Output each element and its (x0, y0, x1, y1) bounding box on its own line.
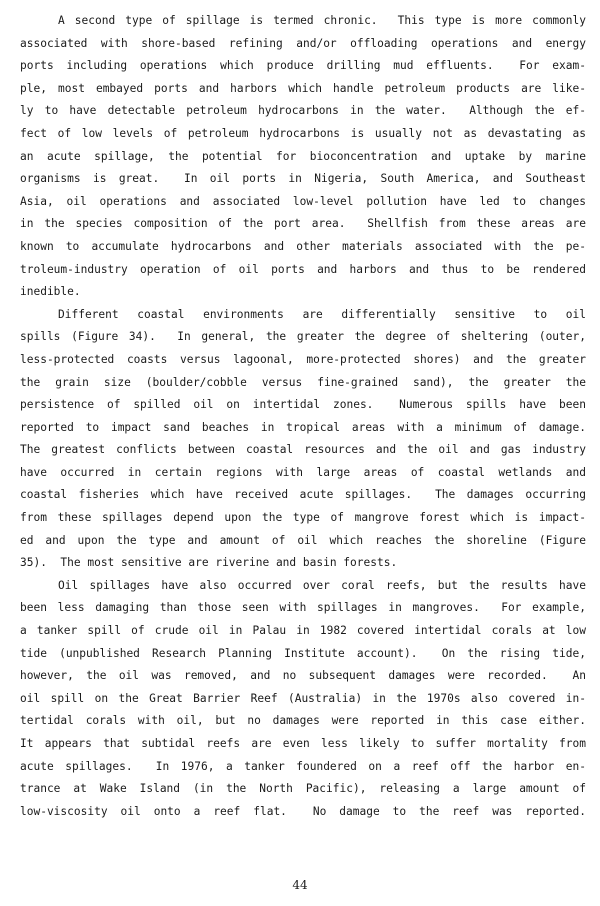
text-line: from these spillages depend upon the type of mangrove forest which is impact- (20, 511, 586, 525)
text-line: ed and upon the type and amount of oil which reaches the shoreline (Figure (20, 533, 586, 547)
text-line: acute spillages. In 1976, a tanker foundered on a reef off the harbor en- (20, 759, 586, 773)
text-line: low-viscosity oil onto a reef flat. No damage to the reef was reported. (20, 804, 586, 818)
text-line: Asia, oil operations and associated low-level pollution have led to changes (20, 194, 586, 208)
text-line: A second type of spillage is termed chronic. This type is more commonly (58, 14, 586, 27)
text-line: an acute spillage, the potential for bioconcentration and uptake by marine (20, 149, 586, 163)
text-line: associated with shore-based refining and/or offloading operations and energy (20, 36, 586, 50)
text-line: been less damaging than those seen with spillages in mangroves. For example, (20, 601, 586, 615)
text-line: ple, most embayed ports and harbors which handle petroleum products are like- (20, 81, 586, 95)
text-line: inedible. (20, 285, 81, 299)
text-line: trance at Wake Island (in the North Pacific), releasing a large amount of (20, 782, 586, 796)
text-line: It appears that subtidal reefs are even less likely to suffer mortality from (20, 737, 586, 750)
text-line: less-protected coasts versus lagoonal, more-protected shores) and the greater (20, 352, 586, 366)
paragraph (20, 304, 586, 575)
text-line: tide (unpublished Research Planning Institute account). On the rising tide, (20, 646, 586, 660)
text-line: oil spill on the Great Barrier Reef (Australia) in the 1970s also covered in- (20, 691, 586, 705)
text-line: the grain size (boulder/cobble versus fine-grained sand), the greater the (20, 375, 586, 389)
body-text (20, 10, 586, 823)
text-line: fect of low levels of petroleum hydrocarbons is usually not as devastating as (20, 126, 586, 140)
text-line: known to accumulate hydrocarbons and other materials associated with the pe- (20, 239, 586, 253)
text-line: tertidal corals with oil, but no damages were reported in this case either. (20, 714, 586, 728)
text-line: coastal fisheries which have received acute spillages. The damages occurring (20, 488, 586, 502)
text-line: ports including operations which produce drilling mud effluents. For exam- (20, 59, 586, 73)
text-line: a tanker spill of crude oil in Palau in 1982 covered intertidal corals at low (20, 624, 586, 638)
text-line: reported to impact sand beaches in tropical areas with a minimum of damage. (20, 420, 586, 434)
text-line: organisms is great. In oil ports in Nigeria, South America, and Southeast (20, 172, 586, 186)
text-line: 35). The most sensitive are riverine and basin forests. (20, 556, 398, 570)
paragraph (20, 10, 586, 304)
page-number: 44 (292, 878, 308, 892)
text-line: in the species composition of the port area. Shellfish from these areas are (20, 217, 586, 231)
paragraph (20, 575, 586, 824)
text-line: have occurred in certain regions with large areas of coastal wetlands and (20, 465, 586, 479)
text-line: troleum-industry operation of oil ports and harbors and thus to be rendered (20, 262, 586, 276)
text-line: spills (Figure 34). In general, the greater the degree of sheltering (outer, (20, 330, 586, 344)
text-line: ly to have detectable petroleum hydrocarbons in the water. Although the ef- (20, 104, 586, 118)
text-line: persistence of spilled oil on intertidal zones. Numerous spills have been (20, 398, 586, 412)
text-line: The greatest conflicts between coastal resources and the oil and gas industry (20, 443, 586, 457)
text-line: however, the oil was removed, and no subsequent damages were recorded. An (20, 669, 586, 683)
text-line: Oil spillages have also occurred over coral reefs, but the results have (58, 578, 586, 592)
text-line: Different coastal environments are differentially sensitive to oil (58, 307, 586, 321)
